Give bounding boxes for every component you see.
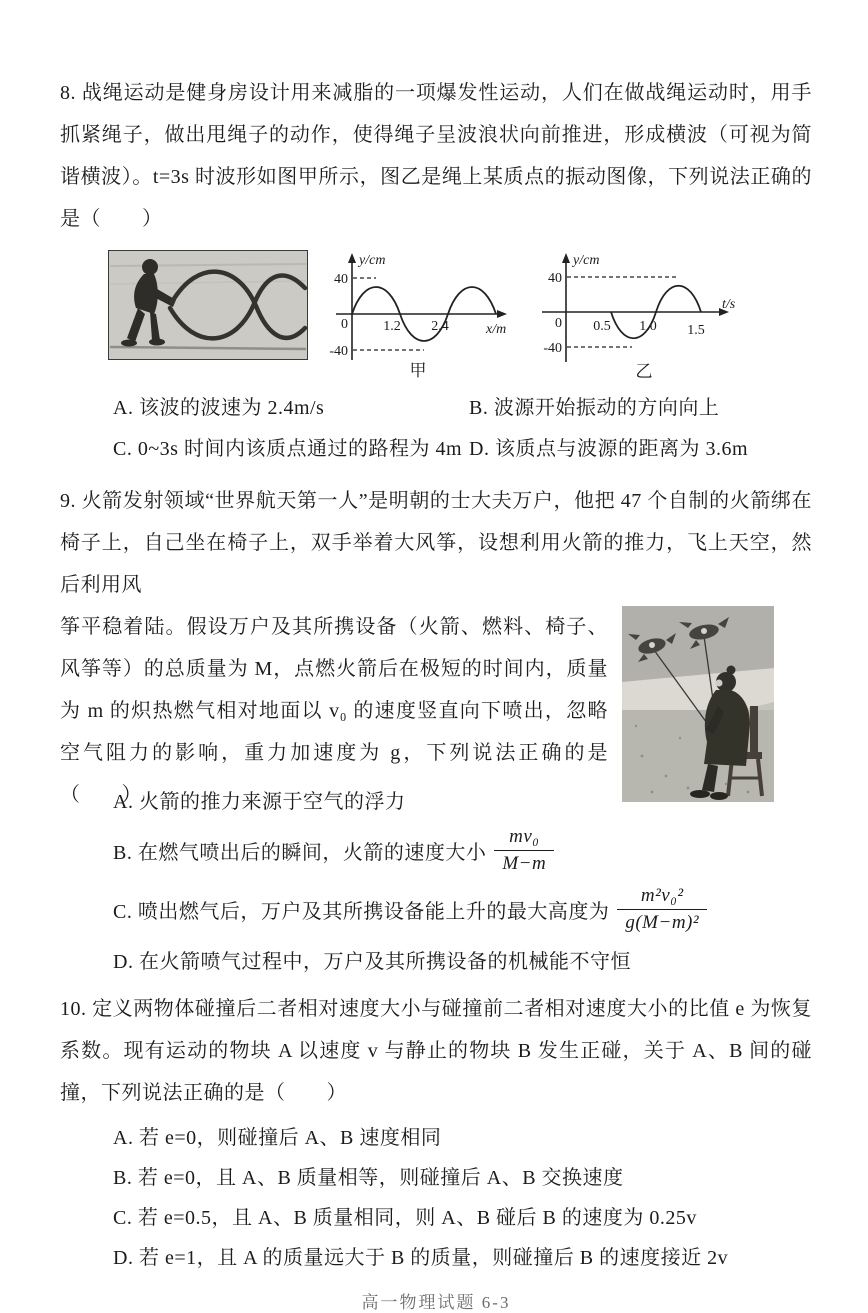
ttick-0-5: 0.5 bbox=[593, 319, 611, 334]
q9-option-c-text: C. 喷出燃气后，万户及其所携设备能上升的最大高度为 bbox=[113, 900, 610, 923]
q9-option-d: D. 在火箭喷气过程中，万户及其所携设备的机械能不守恒 bbox=[113, 951, 631, 973]
y-axis-label: y/cm bbox=[359, 253, 386, 268]
fraction-numerator: mv₀ bbox=[494, 825, 554, 851]
vibration-graph-yi bbox=[526, 250, 741, 380]
q8-options bbox=[60, 388, 812, 470]
ttick-1-5: 1.5 bbox=[687, 323, 705, 338]
ytick-40: 40 bbox=[548, 271, 562, 286]
q9-option-b bbox=[113, 822, 812, 878]
q8-figures bbox=[108, 250, 812, 382]
question-9 bbox=[60, 480, 812, 984]
caption-yi: 乙 bbox=[635, 362, 653, 380]
question-10 bbox=[60, 988, 812, 1278]
q9-option-a: A. 火箭的推力来源于空气的浮力 bbox=[113, 791, 406, 813]
xtick-1-2: 1.2 bbox=[383, 319, 401, 334]
x-axis-arrow bbox=[497, 310, 507, 318]
page-footer: 高一物理试题 6-3 bbox=[361, 1293, 511, 1312]
ytick-0: 0 bbox=[555, 316, 562, 331]
y-axis-arrow bbox=[348, 253, 356, 263]
ytick-neg40: -40 bbox=[543, 341, 562, 356]
ytick-0: 0 bbox=[341, 317, 348, 332]
q9-option-c bbox=[113, 878, 812, 940]
q9-option-b-fraction bbox=[494, 825, 554, 876]
q10-option-c: C. 若 e=0.5，且 A、B 质量相同，则 A、B 碰后 B 的速度为 0.25v bbox=[113, 1207, 697, 1229]
ytick-40: 40 bbox=[334, 272, 348, 287]
waveform-graph-jia bbox=[322, 250, 512, 380]
ttick-1-0: 1.0 bbox=[639, 319, 657, 334]
q10-text: 10. 定义两物体碰撞后二者相对速度大小与碰撞前二者相对速度大小的比值 e 为恢复系数。现有运动的物块 A 以速度 v 与静止的物块 B 发生正碰，关于 A、B 间的碰撞，下列说法正确的是（ ） bbox=[60, 998, 812, 1104]
q10-options bbox=[60, 1118, 812, 1278]
q8-option-c: C. 0~3s 时间内该质点通过的路程为 4m bbox=[113, 438, 462, 460]
y-axis-label: y/cm bbox=[573, 253, 600, 268]
q10-option-d: D. 若 e=1，且 A 的质量远大于 B 的质量，则碰撞后 B 的速度接近 2v bbox=[113, 1247, 729, 1269]
xtick-2-4: 2.4 bbox=[431, 319, 449, 334]
fraction-denominator: M−m bbox=[502, 852, 547, 874]
fraction-denominator: g(M−m)² bbox=[625, 911, 700, 933]
q10-option-a: A. 若 e=0，则碰撞后 A、B 速度相同 bbox=[113, 1127, 442, 1149]
q10-option-b: B. 若 e=0，且 A、B 质量相等，则碰撞后 A、B 交换速度 bbox=[113, 1167, 624, 1189]
wanhu-illustration bbox=[622, 606, 774, 802]
q9-text-part1: 9. 火箭发射领域“世界航天第一人”是明朝的士大夫万户，他把 47 个自制的火箭绑在椅子上，自己坐在椅子上，双手举着大风筝，设想利用火箭的推力，飞上天空，然后利用风 bbox=[60, 490, 812, 596]
q9-text-part2: 筝平稳着陆。假设万户及其所携设备（火箭、燃料、椅子、风筝等）的总质量为 M，点燃火箭后在极短的时间内，质量为 m 的炽热燃气相对地面以 v₀ 的速度竖直向下喷出，忽略空气阻力的影响，重力加速度为 g，下列说法正确的是（ ） bbox=[60, 616, 608, 806]
ytick-neg40: -40 bbox=[329, 344, 348, 359]
q8-option-a: A. 该波的波速为 2.4m/s bbox=[113, 397, 325, 419]
question-8 bbox=[60, 72, 812, 470]
t-axis-label: t/s bbox=[722, 297, 736, 312]
caption-jia: 甲 bbox=[409, 361, 427, 380]
q9-option-b-text: B. 在燃气喷出后的瞬间，火箭的速度大小 bbox=[113, 841, 487, 864]
y-axis-arrow bbox=[562, 253, 570, 263]
battle-rope-photo bbox=[108, 250, 308, 360]
q8-text: 8. 战绳运动是健身房设计用来减脂的一项爆发性运动，人们在做战绳运动时，用手抓紧绳子，做出甩绳子的动作，使得绳子呈波浪状向前推进，形成横波（可视为简谐横波）。t=3s 时波形如图甲所示，图乙是绳上某质点的振动图像，下列说法正确的是（ ） bbox=[60, 82, 812, 230]
q8-option-d: D. 该质点与波源的距离为 3.6m bbox=[469, 438, 748, 460]
q8-option-b: B. 波源开始振动的方向向上 bbox=[469, 397, 720, 419]
q9-option-c-fraction bbox=[617, 884, 707, 935]
fraction-numerator: m²v₀² bbox=[617, 884, 707, 910]
x-axis-label: x/m bbox=[486, 322, 507, 337]
